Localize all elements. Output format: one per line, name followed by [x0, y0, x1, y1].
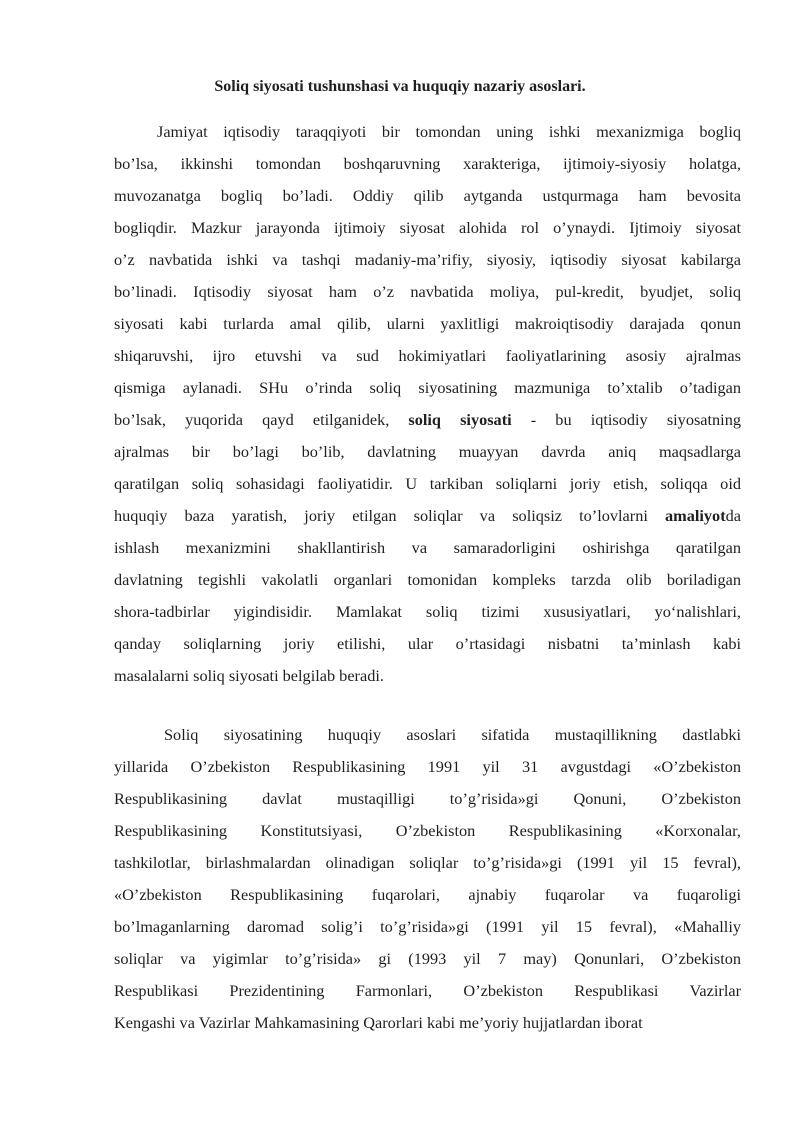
paragraph2-line: soliqlar va yigimlar to’g’risida» gi (1993 yil 7 may) Qonunlari, O’zbekiston [114, 949, 741, 968]
text-run: huquqiy baza yaratish, joriy etilgan soliqlar va soliqsiz to’lovlarni [114, 506, 666, 525]
bold-term: amaliyot [665, 506, 726, 525]
paragraph1-line: ajralmas bir bo’lagi bo’lib, davlatning muayyan davrda aniq maqsadlarga [114, 442, 741, 461]
document-title: Soliq siyosati tushunshasi va huquqiy nazariy asoslari. [214, 78, 586, 95]
paragraph2-line: Respublikasining davlat mustaqilligi to’g’risida»gi Qonuni, O’zbekiston [114, 789, 741, 808]
paragraph1-line: Jamiyat iqtisodiy taraqqiyoti bir tomondan uning ishki mexanizmiga bogliq [157, 122, 741, 141]
paragraph1-line [114, 500, 741, 532]
paragraph1-line: masalalarni soliq siyosati belgilab beradi. [114, 666, 384, 685]
paragraph2-line: Respublikasining Konstitutsiyasi, O’zbekiston Respublikasining «Korxonalar, [114, 821, 741, 840]
paragraph1-line: qaratilgan soliq sohasidagi faoliyatidir. U tarkiban soliqlarni joriy etish, soliqqa oid [114, 474, 741, 493]
paragraph1-line: bo’linadi. Iqtisodiy siyosat ham o’z navbatida moliya, pul-kredit, byudjet, soliq [114, 282, 741, 301]
paragraph1-line: ishlash mexanizmini shakllantirish va samaradorligini oshirishga qaratilgan [114, 538, 741, 557]
paragraph1-line [114, 404, 741, 436]
paragraph1-line: o’z navbatida ishki va tashqi madaniy-ma’rifiy, siyosiy, iqtisodiy siyosat kabilarga [114, 250, 741, 269]
paragraph2-line: bo’lmaganlarning daromad solig’i to’g’risida»gi (1991 yil 15 fevral), «Mahalliy [114, 917, 741, 936]
paragraph2-line: Kengashi va Vazirlar Mahkamasining Qarorlari kabi me’yoriy hujjatlardan iborat [114, 1013, 643, 1032]
paragraph2-line: tashkilotlar, birlashmalardan olinadigan soliqlar to’g’risida»gi (1991 yil 15 fevral), [114, 853, 741, 872]
paragraph1-line: muvozanatga bogliq bo’ladi. Oddiy qilib aytganda ustqurmaga ham bevosita [114, 186, 741, 205]
text-run: - bu iqtisodiy siyosatning [511, 410, 741, 429]
paragraph1-line: qismiga aylanadi. SHu o’rinda soliq siyosatining mazmuniga to’xtalib o’tadigan [114, 378, 741, 397]
paragraph2-line: «O’zbekiston Respublikasining fuqarolari, ajnabiy fuqarolar va fuqaroligi [114, 885, 741, 904]
paragraph2-line: yillarida O’zbekiston Respublikasining 1991 yil 31 avgustdagi «O’zbekiston [114, 757, 741, 776]
paragraph1-line: bo’lsa, ikkinshi tomondan boshqaruvning xarakteriga, ijtimoiy-siyosiy holatga, [114, 154, 741, 173]
paragraph1-line: bogliqdir. Mazkur jarayonda ijtimoiy siyosat alohida rol o’ynaydi. Ijtimoiy siyosat [114, 218, 741, 237]
bold-term: soliq siyosati [408, 410, 512, 429]
paragraph1-line: davlatning tegishli vakolatli organlari tomonidan kompleks tarzda olib boriladigan [114, 570, 741, 589]
text-run: bo’lsak, yuqorida qayd etilganidek, [114, 410, 409, 429]
text-run: da [725, 506, 741, 525]
paragraph1-line: shiqaruvshi, ijro etuvshi va sud hokimiyatlari faoliyatlarining asosiy ajralmas [114, 346, 741, 365]
paragraph2-line: Respublikasi Prezidentining Farmonlari, O’zbekiston Respublikasi Vazirlar [114, 981, 741, 1000]
paragraph1-line: siyosati kabi turlarda amal qilib, ularni yaxlitligi makroiqtisodiy darajada qonun [114, 314, 741, 333]
paragraph1-line: qanday soliqlarning joriy etilishi, ular o’rtasidagi nisbatni ta’minlash kabi [114, 634, 741, 653]
paragraph2-line: Soliq siyosatining huquqiy asoslari sifatida mustaqillikning dastlabki [164, 725, 741, 744]
paragraph1-line: shora-tadbirlar yigindisidir. Mamlakat soliq tizimi xususiyatlari, yo‘nalishlari, [114, 602, 741, 621]
